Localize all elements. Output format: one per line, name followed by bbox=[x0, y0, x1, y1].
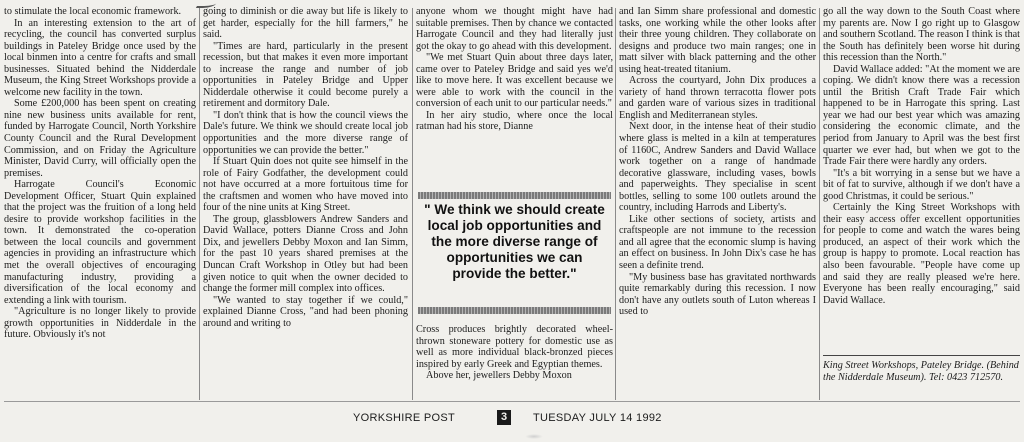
paragraph: If Stuart Quin does not quite see himself in the role of Fairy Godfather, the development could not have occurred at a more fortuitous time for the craftsmen and women who have moved into four of the nine units at King Street. bbox=[203, 156, 408, 214]
paragraph: "It's a bit worrying in a sense but we have a bit of fat to survive, although if we don't have a good Christmas, it could be serious." bbox=[823, 167, 1020, 202]
publication-date: TUESDAY JULY 14 1992 bbox=[533, 412, 662, 424]
article-column-4 bbox=[619, 6, 816, 402]
page-footer bbox=[0, 410, 1024, 426]
paragraph: and Ian Simm share professional and domestic tasks, one working while the other looks after their three young children. They collaborate on designs and produce two main ranges; one in matt silver with black patterning and the other using heat-treated titanium. bbox=[619, 6, 816, 75]
paragraph: The group, glassblowers Andrew Sanders and David Wallace, potters Dianne Cross and John Dix, and jewellers Debby Moxon and Ian Simm, for the past 10 years shared premises at the Duncan Craft Workshop in Otley but had been given notice to quit when the owner decided to change the former mill complex into offices. bbox=[203, 213, 408, 295]
column-rule bbox=[615, 8, 616, 400]
paragraph: go all the way down to the South Coast where my parents are. Now I go right up to Glasgow and southern Scotland. The reason I think is that the South has definitely been worse hit during this recession than the North." bbox=[823, 6, 1020, 64]
paragraph: "We met Stuart Quin about three days later, came over to Pateley Bridge and said yes we'd like to move here. It was excellent because we were able to work with the council in the conversion of each unit to our particular needs." bbox=[416, 52, 613, 110]
article-column-3-continued bbox=[416, 324, 613, 404]
paragraph: anyone whom we thought might have had suitable premises. Then by chance we contacted Harrogate Council and they had literally just got the okay to go ahead with this development. bbox=[416, 6, 613, 52]
paragraph: In an interesting extension to the art of recycling, the council has converted surplus buildings in Pateley Bridge once used by the local binmen into a centre for crafts and small businesses. Situated behind the Nidderdale Museum, the King Street Workshops provide a welcome new facility in the town. bbox=[4, 17, 196, 98]
paragraph: Certainly the King Street Workshops with their easy access offer excellent opportunities for people to come and watch the wares being produced, an aspect of their work which the group is happy to promote. Local reaction has also been favourable. "People have come up and said they are really pleased we're here. Everyone has been really encouraging," said David Wallace. bbox=[823, 202, 1020, 306]
paragraph: Harrogate Council's Economic Development Officer, Stuart Quin explained that the project was the fruition of a long held desire to provide workshop facilities in the town. It demonstrated the co-operation between the local councils and government agencies in providing an infrastructure which met the overall objectives of encouraging manufacturing industry, providing a diversification of the local economy and extending a link with tourism. bbox=[4, 179, 196, 306]
newspaper-name: YORKSHIRE POST bbox=[353, 412, 455, 424]
article-column-2 bbox=[203, 6, 408, 402]
paragraph: "We wanted to stay together if we could," explained Dianne Cross, "and had been phoning around and writing to bbox=[203, 294, 408, 329]
page-number: 3 bbox=[497, 410, 511, 425]
credit-rule bbox=[823, 355, 1020, 356]
paragraph: "I don't think that is how the council views the Dale's future. We think we should create local job opportunities and the more diverse range of opportunities we can provide the better." bbox=[203, 109, 408, 156]
paragraph: going to diminish or die away but life is likely to get harder, especially for the hill farmers," he said. bbox=[203, 6, 408, 41]
footer-rule bbox=[4, 401, 1020, 402]
paragraph: David Wallace added: "At the moment we are coping. We didn't know there was a recession until the British Craft Trade Fair which happened to be in Harrogate this spring. Last year we had our best year which was amazing considering the economic climate, and the period from January to April was the best first quarter we ever had, but when we got to the Trade Fair there were hardly any orders. bbox=[823, 63, 1020, 168]
pull-quote: " We think we should create local job opportunities and the more diverse range of opportunities we can provide the better." bbox=[424, 202, 605, 281]
address-credit: King Street Workshops, Pateley Bridge. (Behind the Nidderdale Museum). Tel: 0423 712570. bbox=[823, 360, 1019, 383]
column-rule bbox=[199, 8, 200, 400]
column-rule bbox=[819, 8, 820, 400]
article-column-5 bbox=[823, 6, 1020, 354]
paragraph: "Times are hard, particularly in the present recession, but that makes it even more important to increase the range and number of job opportunities in Pateley Bridge and Upper Nidderdale otherwise it could become purely a retirement and dormitory Dale. bbox=[203, 40, 408, 110]
paragraph: In her airy studio, where once the local ratman had his store, Dianne bbox=[416, 109, 613, 133]
paragraph: to stimulate the local economic framework. bbox=[4, 6, 182, 17]
paragraph: Like other sections of society, artists and craftspeople are not immune to the recession and all agree that the economic slump is having an effect on business. In John Dix's case he has seen a definite trend. bbox=[619, 213, 816, 272]
column-rule bbox=[412, 8, 413, 400]
pull-quote-bottom-bar bbox=[418, 307, 611, 314]
pull-quote-top-bar bbox=[418, 192, 611, 199]
paragraph: Above her, jewellers Debby Moxon bbox=[426, 370, 572, 382]
print-smudge bbox=[525, 434, 543, 439]
paragraph: Cross produces brightly decorated wheel-thrown stoneware pottery for domestic use as well as more individual black-bronzed pieces inspired by early Greek and Egyptian themes. bbox=[416, 324, 613, 370]
paragraph: Some £200,000 has been spent on creating nine new business units available for rent, funded by Harrogate Council, North Yorkshire County Council and the Rural Development Commission, and on Friday the Agriculture Minister, David Curry, will officially open the premises. bbox=[4, 98, 196, 179]
paragraph: Across the courtyard, John Dix produces a variety of hand thrown terracotta flower pots and garden ware of various sizes in traditional English and Mediterranean styles. bbox=[619, 75, 816, 121]
paragraph: "My business base has gravitated northwards quite remarkably during this recession. I now don't have any outlets south of Luton whereas I used to bbox=[619, 271, 816, 318]
article-column-1 bbox=[4, 6, 196, 402]
pull-quote-box bbox=[418, 192, 611, 314]
paragraph: "Agriculture is no longer likely to provide growth opportunities in Nidderdale in the future. Obviously it's not bbox=[4, 306, 196, 341]
paragraph: Next door, in the intense heat of their studio where glass is melted in a kiln at temperatures of 1160C, Andrew Sanders and David Wallace work together on a range of handmade decorative glassware, including vases, bowls and paperweights. They specialise in scent bottles, selling to some 100 outlets around the country, including Harrods and Liberty's. bbox=[619, 121, 816, 214]
article-column-3 bbox=[416, 6, 613, 188]
